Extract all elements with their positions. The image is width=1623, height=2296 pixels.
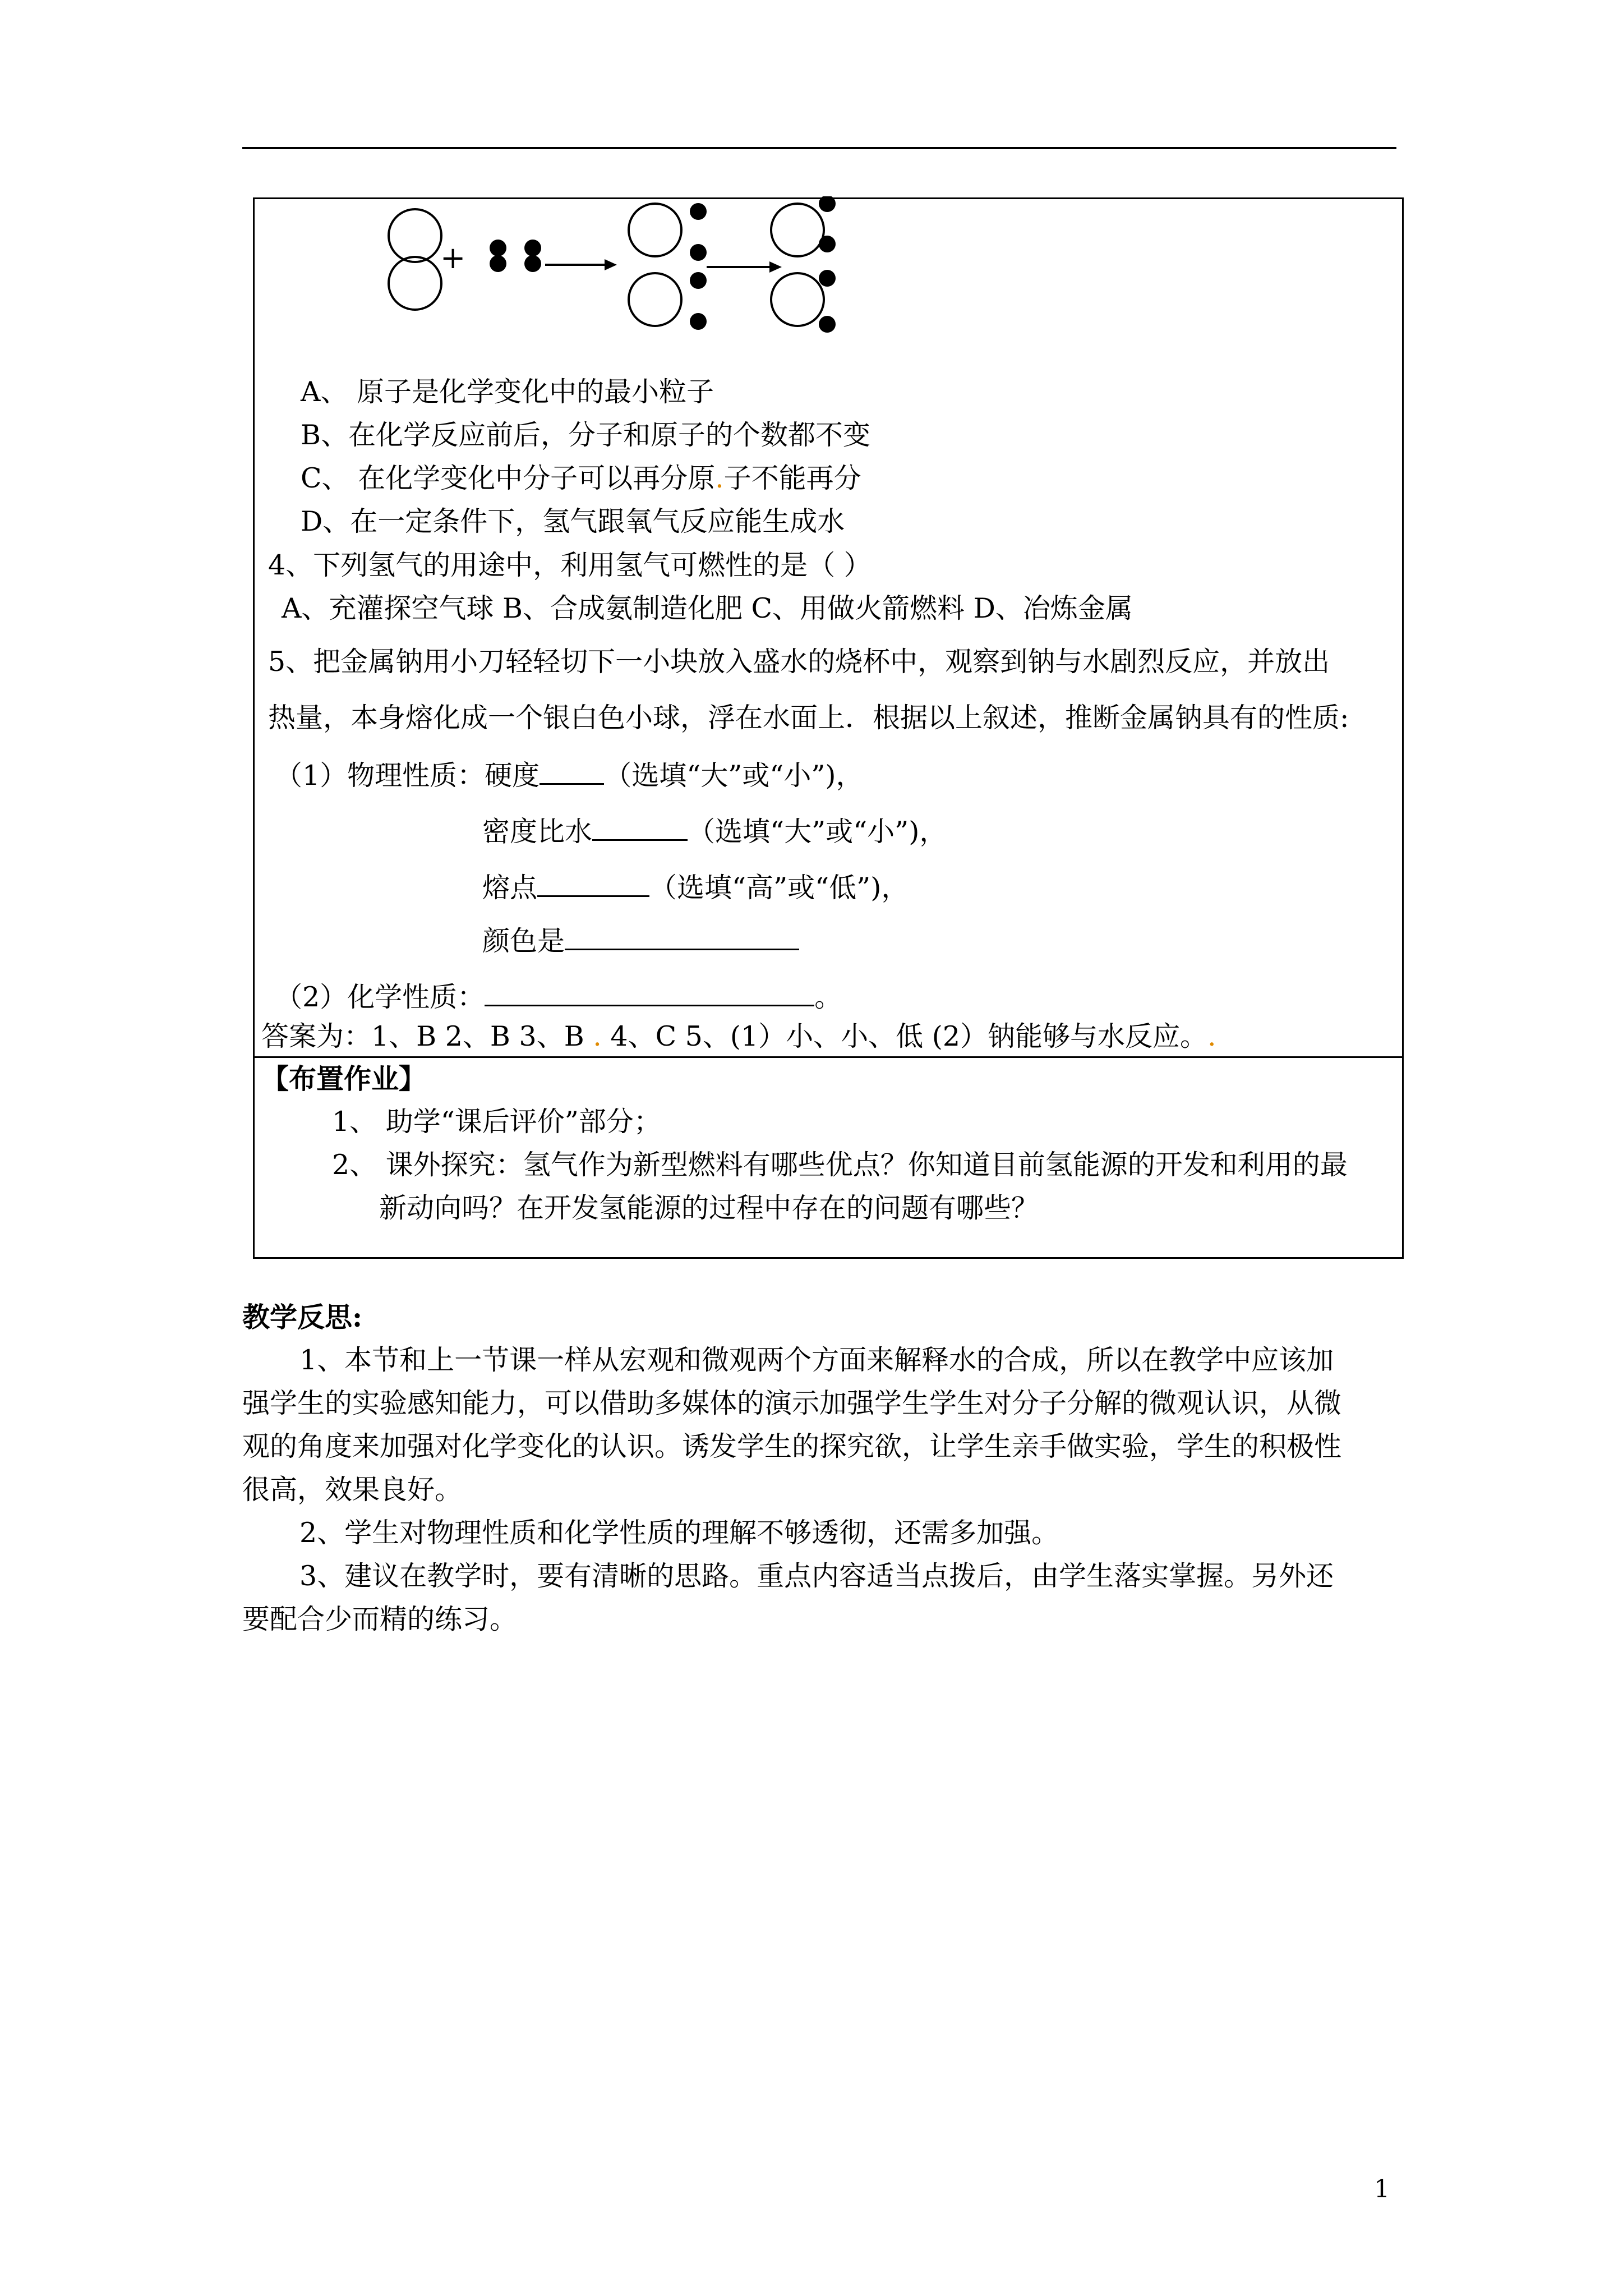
homework-title: 【布置作业】 (261, 1062, 427, 1095)
color-label: 颜色是 (482, 925, 565, 957)
color-blank[interactable] (565, 923, 799, 950)
separated-oxygen-atoms (690, 203, 707, 330)
reflection-p3-line1: 3、建议在教学时，要有清晰的思路。重点内容适当点拨后，由学生落实掌握。另外还 (299, 1560, 1334, 1592)
chemical-end: 。 (814, 981, 842, 1013)
option-c-text: C、 在化学变化中分子可以再分原 (301, 462, 716, 494)
reflection-p1-line4: 很高，效果良好。 (242, 1474, 463, 1506)
density-blank[interactable] (592, 813, 688, 841)
q5-chemical (275, 979, 842, 1014)
hardness-label: （1）物理性质：硬度 (275, 760, 540, 792)
reflection-title: 教学反思: (242, 1301, 363, 1333)
q5-stem-line2: 热量，本身熔化成一个银白色小球，浮在水面上．根据以上叙述，推断金属钠具有的性质: (268, 702, 1349, 734)
answer-part1: 答案为：1、B 2、B 3、B (261, 1020, 593, 1052)
q5-melting-point (482, 869, 909, 905)
reflection-p1-line3: 观的角度来加强对化学变化的认识。诱发学生的探究欲，让学生亲手做实验，学生的积极性 (242, 1430, 1342, 1462)
homework-item-2-line2: 新动向吗？在开发氢能源的过程中存在的问题有哪些？ (379, 1192, 1039, 1224)
water-molecules (771, 204, 824, 326)
plus-sign: + (440, 240, 466, 275)
separated-atoms (629, 204, 681, 326)
hardness-hint: （选填“大”或“小”)， (604, 760, 864, 792)
q5-color (482, 923, 799, 958)
hydrogen-molecules (389, 209, 441, 310)
option-c (301, 462, 861, 495)
oxygen-molecule (490, 240, 541, 272)
reaction-diagram (381, 196, 864, 342)
answer-dot2: . (1207, 1020, 1216, 1052)
reflection-p1-line1: 1、本节和上一节课一样从宏观和微观两个方面来解释水的合成，所以在教学中应该加 (299, 1344, 1334, 1376)
chemical-label: （2）化学性质： (275, 981, 485, 1013)
option-c-dot: . (715, 462, 724, 494)
density-label: 密度比水 (482, 816, 593, 848)
q5-stem-line1: 5、把金属钠用小刀轻轻切下一小块放入盛水的烧杯中，观察到钠与水剧烈反应，并放出 (268, 646, 1330, 678)
reflection-p1-line2: 强学生的实验感知能力，可以借助多媒体的演示加强学生学生对分子分解的微观认识，从微 (242, 1387, 1342, 1419)
answer-line (261, 1020, 1216, 1053)
q4-stem: 4、下列氢气的用途中，利用氢气可燃性的是（ ） (268, 549, 872, 581)
hardness-blank[interactable] (540, 757, 604, 785)
option-b: B、在化学反应前后，分子和原子的个数都不变 (301, 419, 871, 451)
chemical-blank[interactable] (485, 979, 814, 1006)
density-hint: （选填“大”或“小”)， (688, 816, 947, 848)
melting-label: 熔点 (482, 872, 538, 904)
answer-part2: 4、C 5、(1）小、小、低 (2）钠能够与水反应。 (601, 1020, 1208, 1052)
q5-hardness (275, 757, 864, 793)
option-c-text-end: 子不能再分 (723, 462, 861, 494)
homework-item-1: 1、 助学“课后评价”部分； (332, 1106, 661, 1138)
reflection-p3-line2: 要配合少而精的练习。 (242, 1603, 518, 1635)
exercise-box-divider (253, 1056, 1404, 1058)
arrow-1 (545, 259, 617, 270)
header-rule (242, 147, 1396, 149)
option-d: D、在一定条件下，氢气跟氧气反应能生成水 (301, 505, 845, 537)
melting-blank[interactable] (537, 869, 649, 897)
page-number: 1 (1374, 2175, 1390, 2203)
q5-density (482, 813, 947, 849)
q4-choices: A、充灌探空气球 B、合成氨制造化肥 C、用做火箭燃料 D、冶炼金属 (282, 592, 1133, 624)
arrow-2 (707, 261, 782, 273)
reflection-p2: 2、学生对物理性质和化学性质的理解不够透彻，还需多加强。 (299, 1517, 1059, 1549)
option-a: A、 原子是化学变化中的最小粒子 (301, 376, 714, 408)
answer-dot1: . (593, 1020, 602, 1052)
homework-item-2-line1: 2、 课外探究：氢气作为新型燃料有哪些优点？你知道目前氢能源的开发和利用的最 (332, 1149, 1348, 1181)
melting-hint: （选填“高”或“低”)， (649, 872, 909, 904)
